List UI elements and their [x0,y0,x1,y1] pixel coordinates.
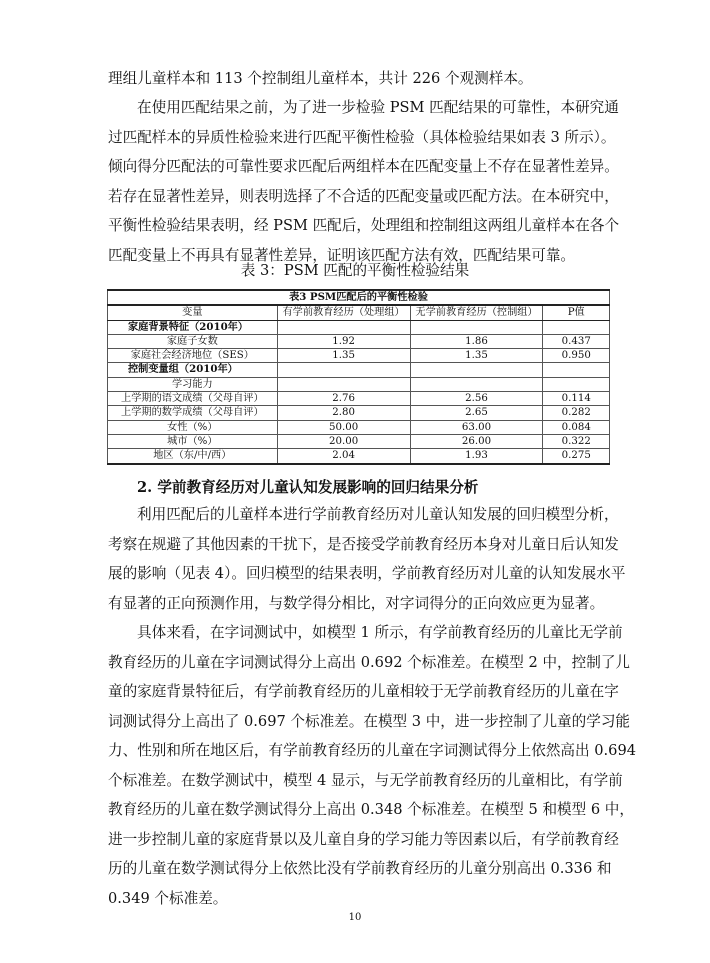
treatment-value: 1.92 [277,334,410,348]
table-row [108,434,610,448]
variable-name: 家庭子女数 [108,334,278,348]
variable-name: 学习能力 [108,377,278,391]
control-value: 1.35 [410,349,543,363]
treatment-value: 50.00 [277,420,410,434]
text-line: 平衡性检验结果表明，经 PSM 匹配后，处理组和控制组这两组儿童样本在各个 [108,217,620,234]
treatment-value: 2.80 [277,406,410,420]
text-line: 历的儿童在数学测试得分上依然比没有学前教育经历的儿童分别高出 0.336 和 [108,860,612,877]
table-caption: 表 3：PSM 匹配的平衡性检验结果 [240,262,470,279]
table-row [108,449,610,464]
text-line: 进一步控制儿童的家庭背景以及儿童自身的学习能力等因素以后，有学前教育经 [108,830,619,848]
control-value [410,377,543,391]
p-value: 0.437 [543,334,610,348]
table-row [108,334,610,348]
regression-intro-paragraph [108,500,626,618]
column-header-p-value: P值 [543,305,610,320]
variable-name: 上学期的数学成绩（父母自评） [108,406,278,420]
text-line: 考察在规避了其他因素的干扰下，是否接受学前教育经历本身对儿童日后认知发 [108,535,619,553]
text-line: 理组儿童样本和 113 个控制组儿童样本，共计 226 个观测样本。 [108,70,533,87]
variable-name: 家庭社会经济地位（SES） [108,349,278,363]
control-value: 1.93 [410,449,543,464]
treatment-value: 1.35 [277,349,410,363]
text-line: 教育经历的儿童在字词测试得分上高出 0.692 个标准差。在模型 2 中，控制了儿 [108,653,631,671]
treatment-value: 2.04 [277,449,410,464]
text-line: 童的家庭背景特征后，有学前教育经历的儿童相较于无学前教育经历的儿童在字 [108,683,619,700]
text-line: 在使用匹配结果之前，为了进一步检验 PSM 匹配结果的可靠性，本研究通 [137,99,619,116]
balance-check-paragraph [108,93,620,270]
variable-name: 上学期的语文成绩（父母自评） [108,392,278,406]
variable-name: 女性（%） [108,420,278,434]
table-row [108,392,610,406]
text-line: 若存在显著性差异，则表明选择了不合适的匹配变量或匹配方法。在本研究中， [108,187,619,205]
p-value: 0.114 [543,392,610,406]
text-line: 0.349 个标准差。 [108,889,228,907]
table-row [108,349,610,363]
text-line: 展的影响（见表 4）。回归模型的结果表明，学前教育经历对儿童的认知发展水平 [108,565,626,582]
regression-detail-paragraph [108,618,637,913]
section-heading: 2. 学前教育经历对儿童认知发展影响的回归结果分析 [137,479,479,496]
text-line: 匹配变量上不再具有显著性差异，证明该匹配方法有效，匹配结果可靠。 [108,246,576,264]
p-value: 0.084 [543,420,610,434]
table-row [108,320,610,334]
treatment-value: 20.00 [277,434,410,448]
control-value: 2.56 [410,392,543,406]
variable-name: 地区（东/中/西） [108,449,278,464]
text-line: 力、性别和所在地区后，有学前教育经历的儿童在字词测试得分上依然高出 0.694 [108,742,637,759]
table-row [108,377,610,391]
text-line: 教育经历的儿童在数学测试得分上高出 0.348 个标准差。在模型 5 和模型 6 中， [108,801,634,818]
group-label: 家庭背景特征（2010年） [108,320,278,334]
p-value: 0.950 [543,349,610,363]
control-value: 26.00 [410,434,543,448]
control-value: 63.00 [410,420,543,434]
group-label: 控制变量组（2010年） [108,363,278,377]
p-value: 0.282 [543,406,610,420]
treatment-value: 2.76 [277,392,410,406]
column-header-treatment: 有学前教育经历（处理组） [277,305,410,320]
p-value: 0.322 [543,434,610,448]
balance-test-table [107,289,610,465]
text-line: 过匹配样本的异质性检验来进行匹配平衡性检验（具体检验结果如表 3 所示）。 [108,128,616,146]
column-header-control: 无学前教育经历（控制组） [410,305,543,320]
intro-paragraph [108,64,613,94]
text-line: 倾向得分匹配法的可靠性要求匹配后两组样本在匹配变量上不存在显著性差异。 [108,158,619,175]
text-line: 具体来看，在字词测试中，如模型 1 所示，有学前教育经历的儿童比无学前 [137,624,623,641]
text-line: 有显著的正向预测作用，与数学得分相比，对字词得分的正向效应更为显著。 [108,594,605,612]
table-row [108,420,610,434]
p-value: 0.275 [543,449,610,464]
table-row [108,406,610,420]
text-line: 利用匹配后的儿童样本进行学前教育经历对儿童认知发展的回归模型分析， [137,506,619,523]
table-row [108,363,610,377]
treatment-value [277,377,410,391]
table-inner-title: 表3 PSM匹配后的平衡性检验 [108,290,610,305]
control-value: 2.65 [410,406,543,420]
column-header-variable: 变量 [108,305,278,320]
p-value [543,377,610,391]
variable-name: 城市（%） [108,434,278,448]
page-number: 10 [348,912,362,923]
control-value: 1.86 [410,334,543,348]
text-line: 词测试得分上高出了 0.697 个标准差。在模型 3 中，进一步控制了儿童的学习能 [108,712,631,730]
text-line: 个标准差。在数学测试中，模型 4 显示，与无学前教育经历的儿童相比，有学前 [108,771,623,789]
